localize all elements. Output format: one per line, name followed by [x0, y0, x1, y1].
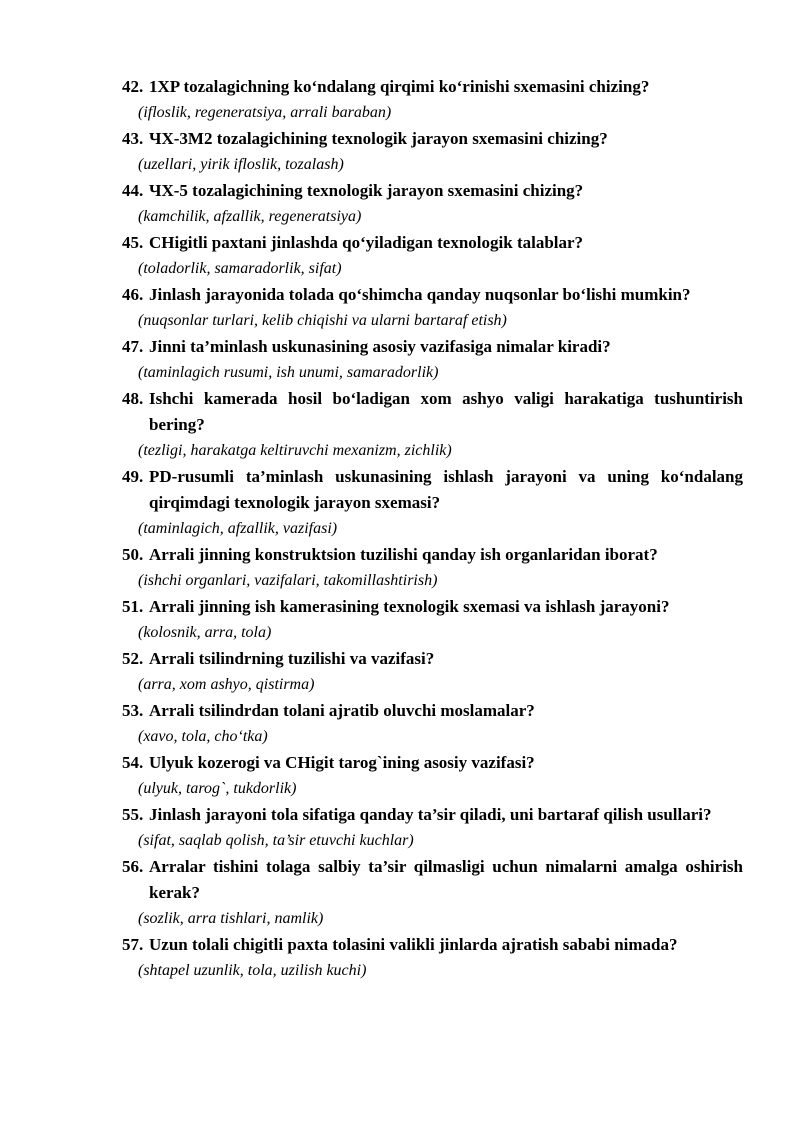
question-hint: (xavo, tola, cho‘tka)	[138, 728, 268, 745]
question-line	[122, 464, 743, 516]
question-text: PD-rusumli ta’minlash uskunasining ishlash jarayoni va uning ko‘ndalang qirqimdagi texnologik jarayon sxemasi?	[149, 467, 743, 512]
question-line	[122, 386, 743, 438]
question-number: 56.	[122, 857, 144, 876]
question-number: 57.	[122, 935, 144, 954]
question-number: 53.	[122, 701, 144, 720]
question-hint: (sozlik, arra tishlari, namlik)	[138, 910, 324, 927]
question-hint: (uzellari, yirik ifloslik, tozalash)	[138, 156, 344, 173]
question-text: Arralar tishini tolaga salbiy ta’sir qilmasligi uchun nimalarni amalga oshirish kerak?	[149, 857, 743, 902]
question-list	[122, 74, 743, 984]
question-hint: (ishchi organlari, vazifalari, takomillashtirish)	[138, 572, 438, 589]
question-text: ЧХ-5 tozalagichining texnologik jarayon sxemasini chizing?	[149, 181, 584, 200]
question-number: 55.	[122, 805, 144, 824]
question-line	[122, 74, 743, 100]
question-hint: (kamchilik, afzallik, regeneratsiya)	[138, 208, 362, 225]
question-number: 52.	[122, 649, 144, 668]
question-text: 1XP tozalagichning ko‘ndalang qirqimi ko‘rinishi sxemasini chizing?	[149, 77, 650, 96]
question-item	[122, 282, 743, 334]
question-number: 49.	[122, 467, 144, 486]
question-line	[122, 282, 743, 308]
question-hint: (tezligi, harakatga keltiruvchi mexanizm, zichlik)	[138, 442, 452, 459]
question-hint: (nuqsonlar turlari, kelib chiqishi va ularni bartaraf etish)	[138, 312, 507, 329]
question-text: Arrali tsilindrning tuzilishi va vazifasi?	[149, 649, 435, 668]
question-item	[122, 464, 743, 542]
question-item	[122, 74, 743, 126]
question-text: Uzun tolali chigitli paxta tolasini valikli jinlarda ajratish sababi nimada?	[149, 935, 678, 954]
question-item	[122, 932, 743, 984]
question-number: 44.	[122, 181, 144, 200]
question-item	[122, 334, 743, 386]
question-item	[122, 802, 743, 854]
question-text: Jinni ta’minlash uskunasining asosiy vazifasiga nimalar kiradi?	[149, 337, 611, 356]
question-text: Arrali jinning konstruktsion tuzilishi qanday ish organlaridan iborat?	[149, 545, 658, 564]
question-line	[122, 698, 743, 724]
question-number: 48.	[122, 389, 144, 408]
question-text: ЧХ-3М2 tozalagichining texnologik jarayon sxemasini chizing?	[149, 129, 608, 148]
question-hint: (kolosnik, arra, tola)	[138, 624, 272, 641]
question-text: Jinlash jarayonida tolada qo‘shimcha qanday nuqsonlar bo‘lishi mumkin?	[149, 285, 691, 304]
question-line	[122, 230, 743, 256]
question-hint: (taminlagich, afzallik, vazifasi)	[138, 520, 338, 537]
question-number: 46.	[122, 285, 144, 304]
question-text: Arrali jinning ish kamerasining texnologik sxemasi va ishlash jarayoni?	[149, 597, 670, 616]
question-line	[122, 542, 743, 568]
question-number: 43.	[122, 129, 144, 148]
question-item	[122, 646, 743, 698]
question-text: Arrali tsilindrdan tolani ajratib oluvchi moslamalar?	[149, 701, 535, 720]
question-hint: (ifloslik, regeneratsiya, arrali baraban)	[138, 104, 392, 121]
question-item	[122, 698, 743, 750]
question-text: CHigitli paxtani jinlashda qo‘yiladigan texnologik talablar?	[149, 233, 584, 252]
question-number: 42.	[122, 77, 144, 96]
question-text: Jinlash jarayoni tola sifatiga qanday ta’sir qiladi, uni bartaraf qilish usullari?	[149, 805, 712, 824]
question-item	[122, 230, 743, 282]
question-item	[122, 178, 743, 230]
question-hint: (sifat, saqlab qolish, ta’sir etuvchi kuchlar)	[138, 832, 414, 849]
question-hint: (shtapel uzunlik, tola, uzilish kuchi)	[138, 962, 367, 979]
question-line	[122, 126, 743, 152]
question-number: 45.	[122, 233, 144, 252]
question-text: Ishchi kamerada hosil bo‘ladigan xom ashyo valigi harakatiga tushuntirish bering?	[149, 389, 743, 434]
question-line	[122, 932, 743, 958]
question-line	[122, 854, 743, 906]
question-number: 51.	[122, 597, 144, 616]
question-item	[122, 854, 743, 932]
question-item	[122, 594, 743, 646]
question-text: Ulyuk kozerogi va CHigit tarog`ining asosiy vazifasi?	[149, 753, 535, 772]
question-line	[122, 178, 743, 204]
question-line	[122, 750, 743, 776]
question-hint: (taminlagich rusumi, ish unumi, samaradorlik)	[138, 364, 439, 381]
question-item	[122, 386, 743, 464]
question-hint: (ulyuk, tarog`, tukdorlik)	[138, 780, 297, 797]
question-line	[122, 802, 743, 828]
question-number: 47.	[122, 337, 144, 356]
question-number: 54.	[122, 753, 144, 772]
question-number: 50.	[122, 545, 144, 564]
question-item	[122, 542, 743, 594]
question-hint: (toladorlik, samaradorlik, sifat)	[138, 260, 342, 277]
question-hint: (arra, xom ashyo, qistirma)	[138, 676, 315, 693]
question-item	[122, 750, 743, 802]
question-line	[122, 594, 743, 620]
question-item	[122, 126, 743, 178]
question-line	[122, 334, 743, 360]
question-line	[122, 646, 743, 672]
